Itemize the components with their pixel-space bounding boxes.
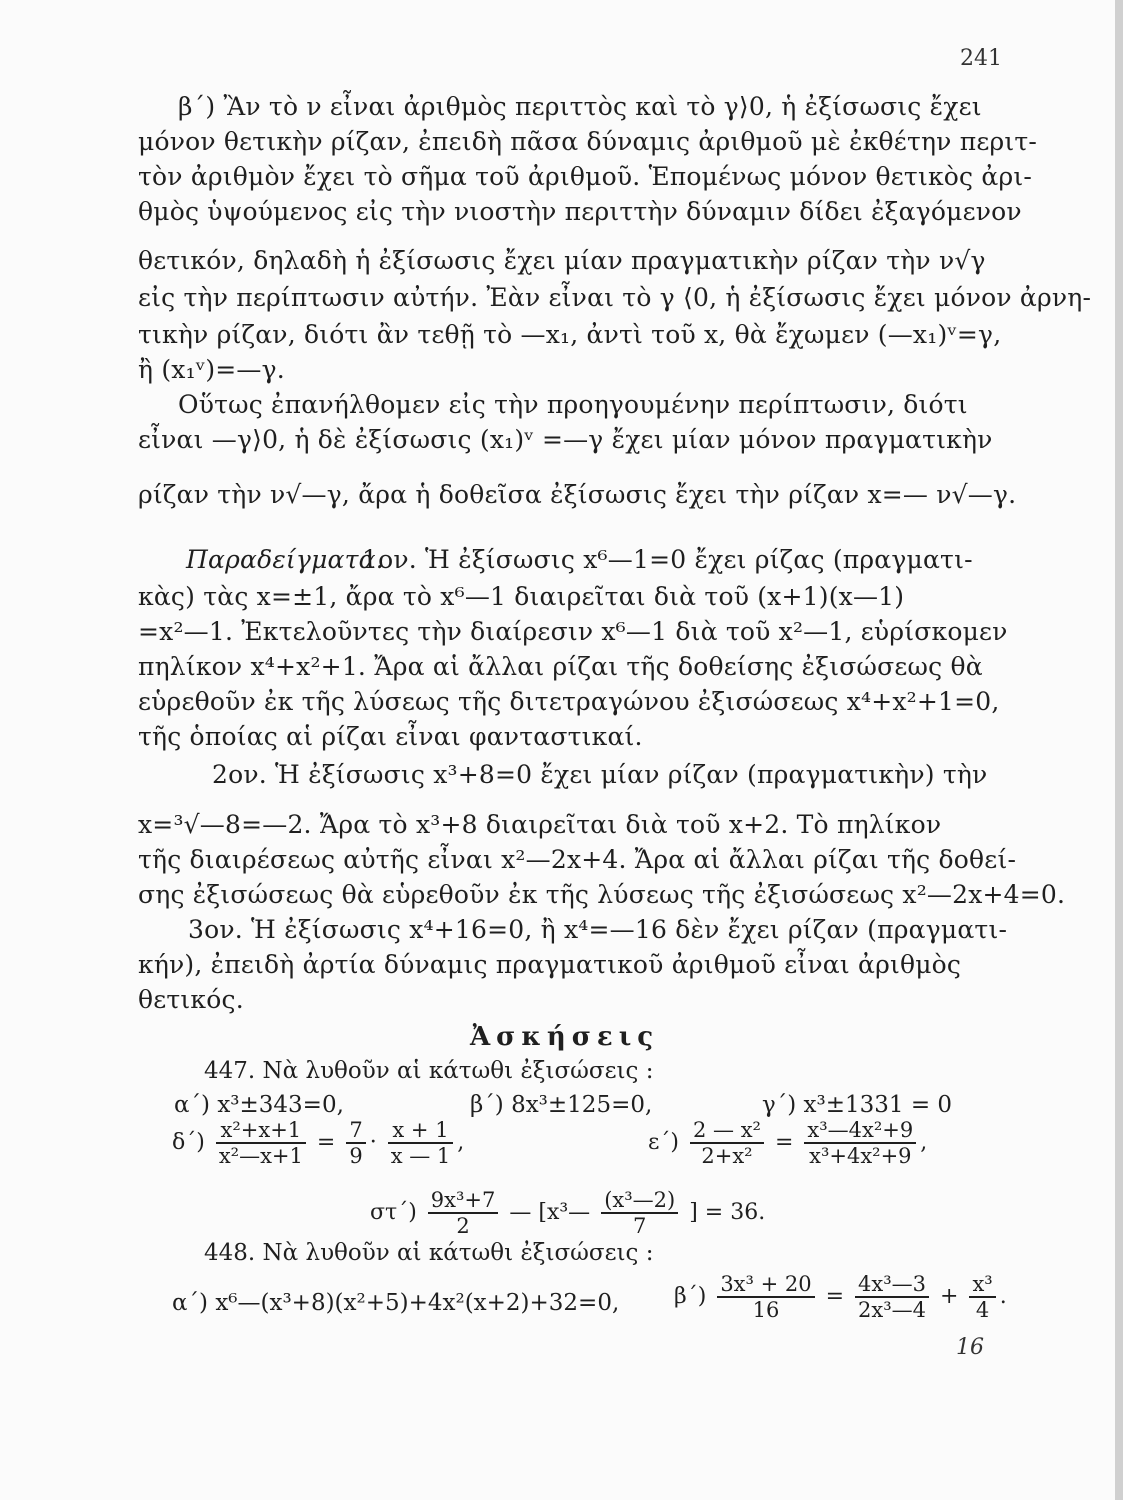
exercise-447-d-label: δ΄) — [172, 1130, 205, 1155]
body-line: τὸν ἀριθμὸν ἔχει τὸ σῆμα τοῦ ἀριθμοῦ. Ἑπομένως μόνον θετικὸς ἀρι- — [138, 162, 1032, 191]
exercise-448-a: α΄) x⁶—(x³+8)(x²+5)+4x²(x+2)+32=0, — [172, 1290, 620, 1316]
fraction — [388, 1118, 454, 1168]
equals-sign: = — [316, 1130, 336, 1155]
fraction — [428, 1188, 499, 1238]
comma: , — [457, 1130, 465, 1155]
numerator: 4x³—3 — [855, 1272, 929, 1298]
fraction — [216, 1118, 306, 1168]
numerator: (x³—2) — [601, 1188, 678, 1214]
fraction — [690, 1118, 764, 1168]
numerator: x²+x+1 — [216, 1118, 306, 1144]
denominator: 2+x² — [701, 1144, 753, 1168]
exercise-447-b: β΄) 8x³±125=0, — [470, 1092, 653, 1118]
exercise-447-e-label: ε΄) — [648, 1130, 679, 1155]
example-line: 2ον. Ἡ ἐξίσωσις x³+8=0 ἔχει μίαν ρίζαν (πραγματικὴν) τὴν — [212, 760, 988, 789]
plus-sign: + — [940, 1284, 959, 1309]
exercise-447-st-label: στ΄) — [370, 1200, 417, 1225]
body-line: θμὸς ὑψούμενος εἰς τὴν νιοστὴν περιττὴν δύναμιν δίδει ἐξαγόμενον — [138, 197, 1022, 226]
denominator: 9 — [349, 1144, 363, 1168]
exercise-447-e — [648, 1118, 927, 1168]
fraction — [804, 1118, 916, 1168]
period: . — [999, 1284, 1007, 1309]
exercise-447-c: γ΄) x³±1331 = 0 — [762, 1092, 953, 1118]
dot-operator: · — [369, 1130, 377, 1155]
example-line: 3ον. Ἡ ἐξίσωσις x⁴+16=0, ἢ x⁴=—16 δὲν ἔχει ρίζαν (πραγματι- — [188, 915, 1008, 944]
exercise-447-title: 447. Νὰ λυθοῦν αἱ κάτωθι ἐξισώσεις : — [204, 1058, 654, 1084]
body-line: εἰς τὴν περίπτωσιν αὐτήν. Ἐὰν εἶναι τὸ γ ⟨0, ἡ ἐξίσωσις ἔχει μόνον ἀρνη- — [138, 283, 1092, 312]
fraction — [601, 1188, 678, 1238]
bracket-open-expr: — [x³— — [509, 1200, 591, 1225]
body-line: Οὕτως ἐπανήλθομεν εἰς τὴν προηγουμένην περίπτωσιν, διότι — [178, 390, 968, 419]
exercise-447-d — [172, 1118, 464, 1168]
example-line: τῆς ὁποίας αἱ ρίζαι εἶναι φανταστικαί. — [138, 722, 643, 751]
example-line: x=³√—8=—2. Ἄρα τὸ x³+8 διαιρεῖται διὰ τοῦ x+2. Τὸ πηλίκον — [138, 810, 942, 839]
example-line: κήν), ἐπειδὴ ἀρτία δύναμις πραγματικοῦ ἀριθμοῦ εἶναι ἀριθμὸς — [138, 950, 962, 979]
exercise-448-title: 448. Νὰ λυθοῦν αἱ κάτωθι ἐξισώσεις : — [204, 1240, 654, 1266]
comma: , — [920, 1130, 928, 1155]
example-line: κὰς) τὰς x=±1, ἄρα τὸ x⁶—1 διαιρεῖται διὰ τοῦ (x+1)(x—1) — [138, 582, 905, 611]
denominator: 2 — [456, 1214, 470, 1238]
example-line: =x²—1. Ἐκτελοῦντες τὴν διαίρεσιν x⁶—1 διὰ τοῦ x²—1, εὑρίσκομεν — [138, 617, 1008, 646]
body-line: θετικόν, δηλαδὴ ἡ ἐξίσωσις ἔχει μίαν πραγματικὴν ρίζαν τὴν ν√γ — [138, 246, 986, 275]
fraction — [855, 1272, 929, 1322]
example-line: 1ον. Ἡ ἐξίσωσις x⁶—1=0 ἔχει ρίζας (πραγματι- — [362, 545, 973, 574]
page-edge-shadow — [1115, 0, 1123, 1500]
example-line: σης ἐξισώσεως θὰ εὑρεθοῦν ἐκ τῆς λύσεως τῆς ἐξισώσεως x²—2x+4=0. — [138, 880, 1066, 909]
numerator: 2 — x² — [690, 1118, 764, 1144]
body-line: ἢ (x₁ᵛ)=—γ. — [138, 355, 285, 384]
fraction — [969, 1272, 995, 1322]
numerator: 9x³+7 — [428, 1188, 499, 1214]
denominator: x³+4x²+9 — [809, 1144, 912, 1168]
denominator: x²—x+1 — [218, 1144, 303, 1168]
numerator: x³ — [969, 1272, 995, 1298]
equals-sign: = — [774, 1130, 794, 1155]
body-line: μόνον θετικὴν ρίζαν, ἐπειδὴ πᾶσα δύναμις ἀριθμοῦ μὲ ἐκθέτην περιτ- — [138, 127, 1038, 156]
page-number-bottom: 16 — [956, 1335, 984, 1360]
exercises-heading: Ἀσκήσεις — [470, 1022, 660, 1052]
examples-label: Παραδείγματα. — [186, 545, 384, 574]
fraction — [346, 1118, 365, 1168]
bracket-close-expr: ] = 36. — [689, 1200, 766, 1225]
fraction — [717, 1272, 814, 1322]
exercise-448-b-label: β΄) — [674, 1284, 707, 1309]
example-line: τῆς διαιρέσεως αὐτῆς εἶναι x²—2x+4. Ἄρα αἱ ἄλλαι ρίζαι τῆς δοθεί- — [138, 845, 1017, 874]
exercise-448-b — [674, 1272, 1007, 1322]
denominator: 4 — [975, 1298, 990, 1322]
page-number-top: 241 — [960, 46, 1002, 71]
numerator: x³—4x²+9 — [804, 1118, 916, 1144]
body-line: εἶναι —γ⟩0, ἡ δὲ ἐξίσωσις (x₁)ᵛ =—γ ἔχει μίαν μόνον πραγματικὴν — [138, 425, 993, 454]
denominator: 7 — [633, 1214, 647, 1238]
body-line: τικὴν ρίζαν, διότι ἂν τεθῇ τὸ —x₁, ἀντὶ τοῦ x, θὰ ἔχωμεν (—x₁)ᵛ=γ, — [138, 320, 1002, 349]
numerator: 3x³ + 20 — [717, 1272, 814, 1298]
exercise-447-a: α΄) x³±343=0, — [174, 1092, 344, 1118]
example-line: εὑρεθοῦν ἐκ τῆς λύσεως τῆς διτετραγώνου ἐξισώσεως x⁴+x²+1=0, — [138, 687, 1000, 716]
body-line: β΄) Ἂν τὸ ν εἶναι ἀριθμὸς περιττὸς καὶ τὸ γ⟩0, ἡ ἐξίσωσις ἔχει — [178, 92, 982, 121]
body-line: ρίζαν τὴν ν√—γ, ἄρα ἡ δοθεῖσα ἐξίσωσις ἔχει τὴν ρίζαν x=— ν√—γ. — [138, 480, 1017, 509]
equals-sign: = — [825, 1284, 845, 1309]
exercise-447-st — [370, 1188, 765, 1238]
denominator: x — 1 — [390, 1144, 451, 1168]
numerator: 7 — [346, 1118, 365, 1144]
numerator: x + 1 — [388, 1118, 454, 1144]
example-line: θετικός. — [138, 985, 244, 1014]
example-line: πηλίκον x⁴+x²+1. Ἄρα αἱ ἄλλαι ρίζαι τῆς δοθείσης ἐξισώσεως θὰ — [138, 652, 983, 681]
denominator: 2x³—4 — [858, 1298, 927, 1322]
denominator: 16 — [752, 1298, 780, 1322]
